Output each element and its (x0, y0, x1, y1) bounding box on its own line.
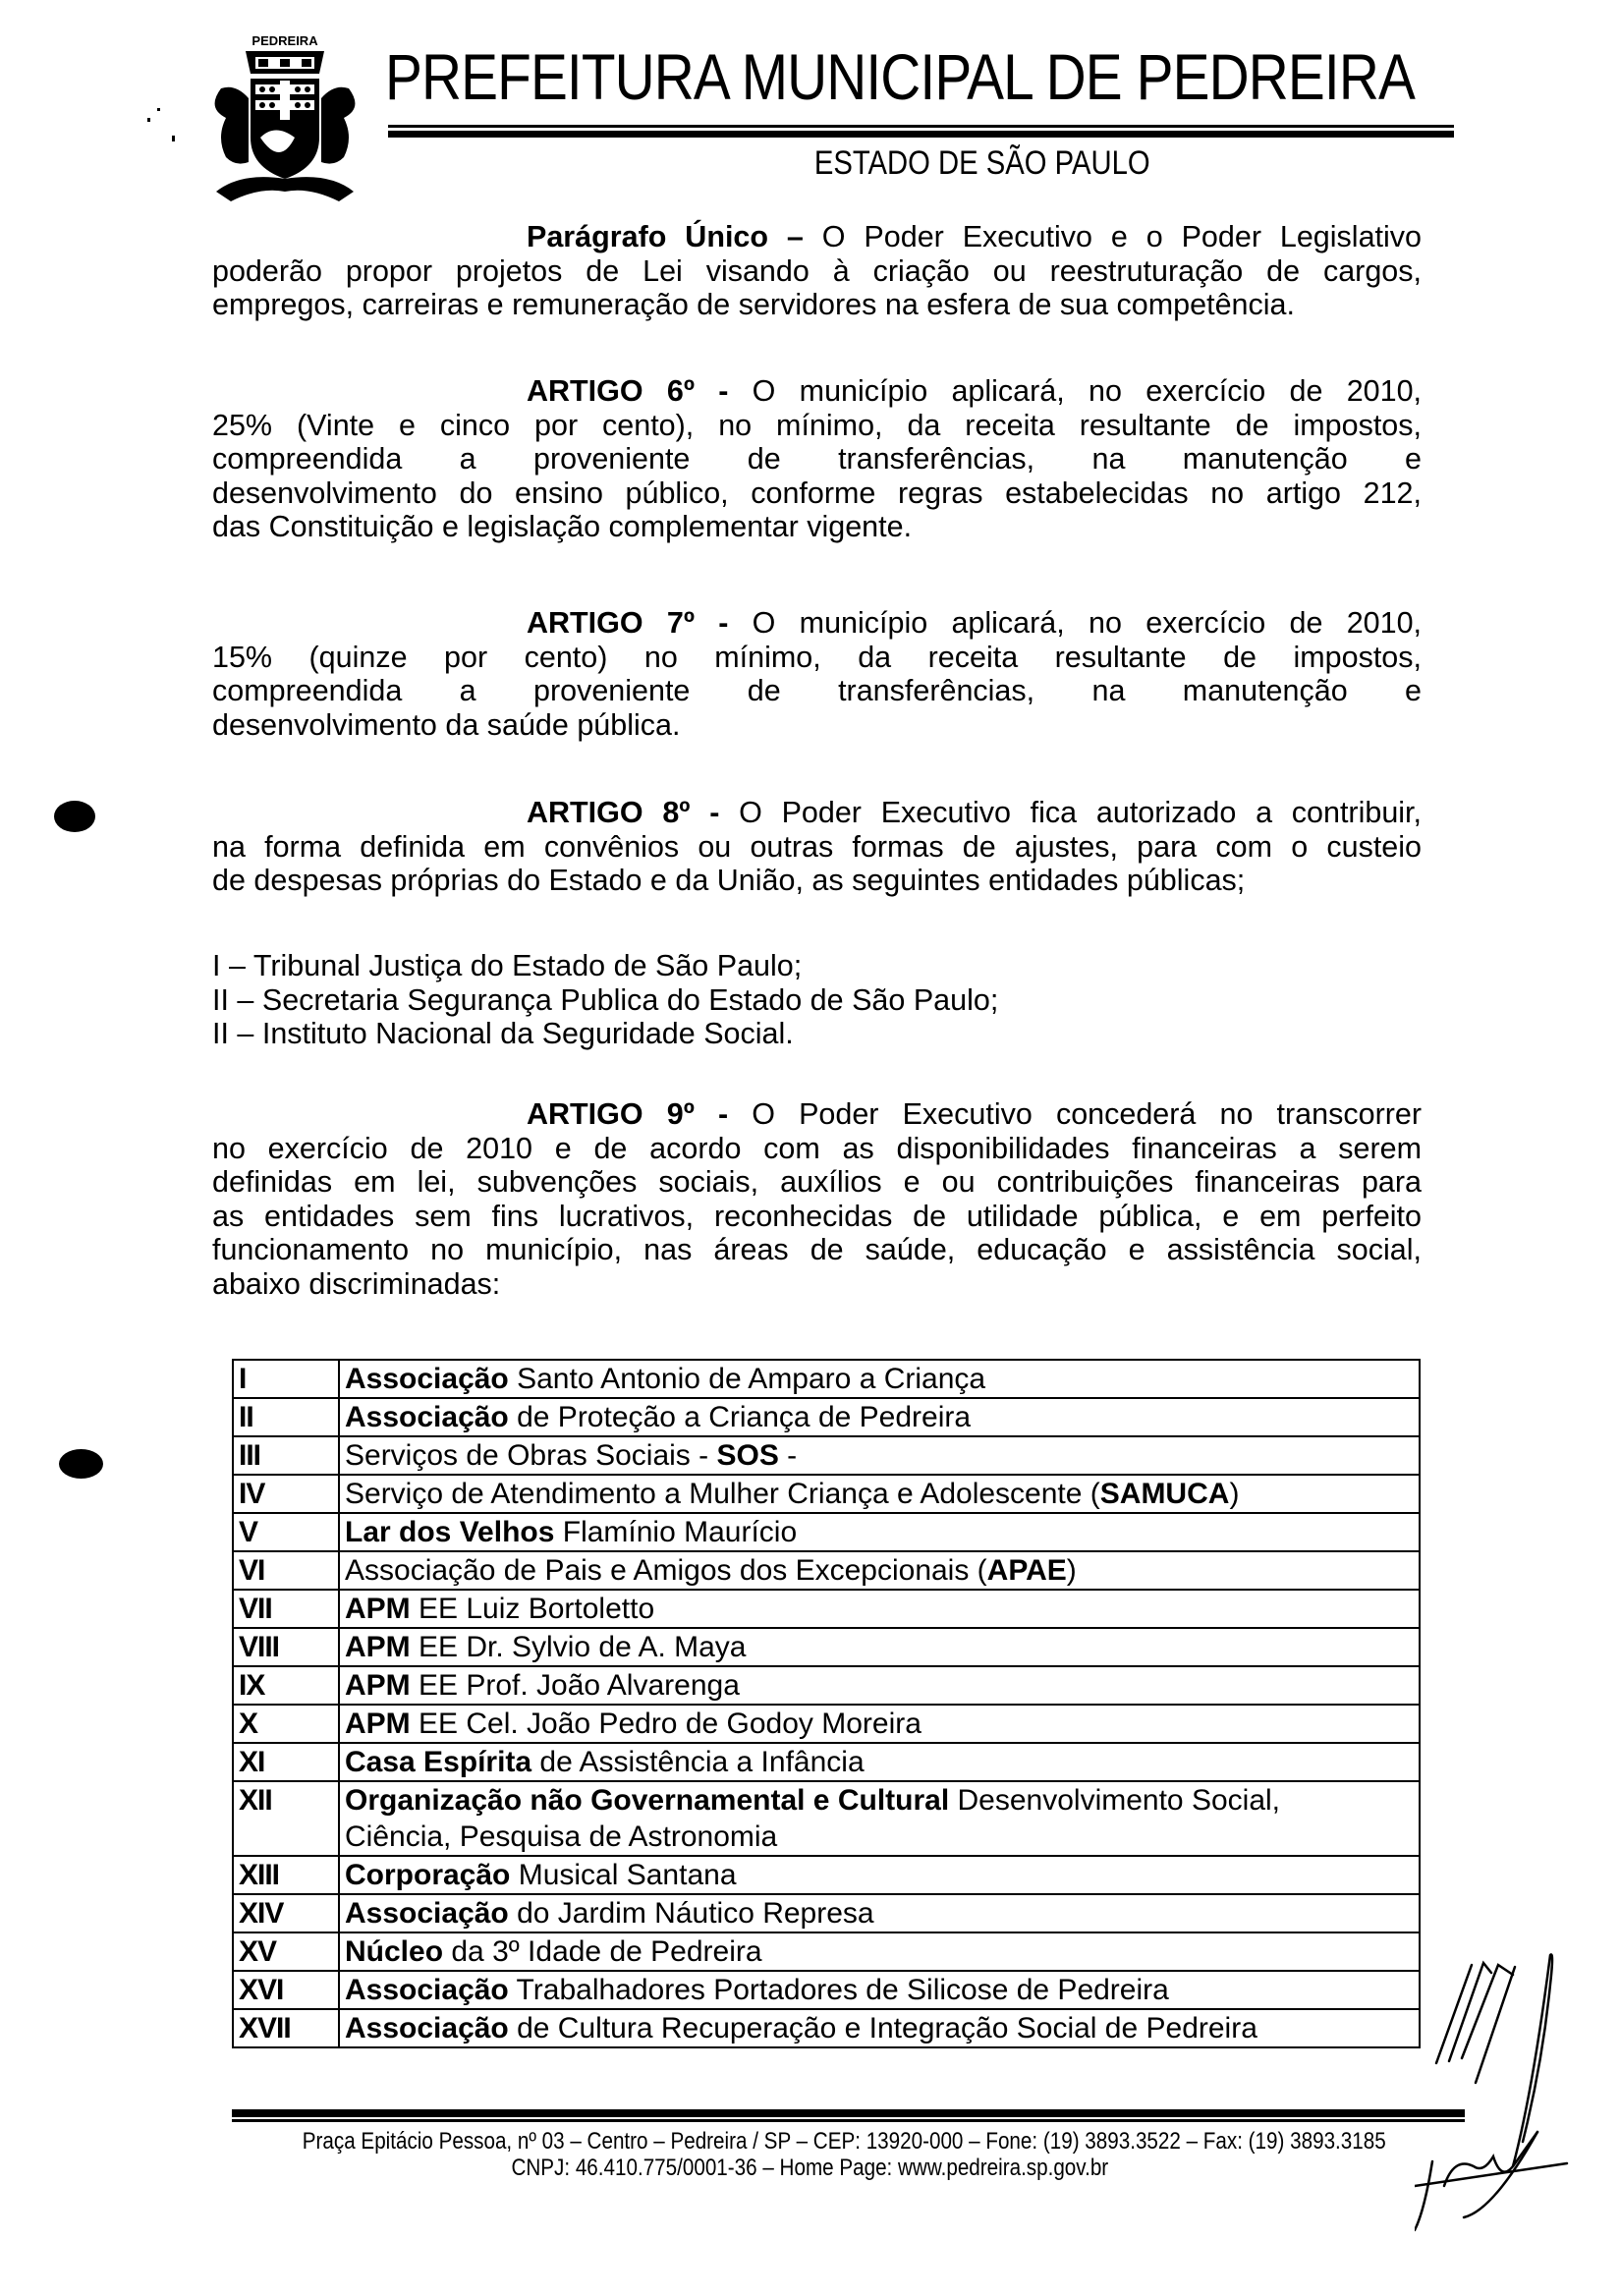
scan-speck (147, 118, 150, 122)
row-number: III (233, 1436, 339, 1475)
table-row (233, 1628, 1420, 1666)
row-number: IV (233, 1475, 339, 1513)
entity-name: Associação de Pais e Amigos dos Excepcionais (APAE) (339, 1551, 1420, 1590)
entity-name: APM EE Prof. João Alvarenga (339, 1666, 1420, 1705)
artigo-6: ARTIGO 6º - O município aplicará, no exercício de 2010, 25% (Vinte e cinco por cento), no mínimo, da receita resultante de impostos, compreendida a proveniente de transferências, na manutenção e desenvolvimento do ensino público, conforme regras estabelecidas no artigo 212, das Constituição e legislação complementar vigente. (212, 374, 1423, 543)
list-item: II – Instituto Nacional da Seguridade Social. (212, 1017, 794, 1050)
entity-name: Núcleo da 3º Idade de Pedreira (339, 1932, 1420, 1971)
row-number: XV (233, 1932, 339, 1971)
punch-hole (54, 801, 95, 832)
list-item: I – Tribunal Justiça do Estado de São Paulo; (212, 949, 803, 982)
table-row (233, 1513, 1420, 1551)
row-number: XVI (233, 1971, 339, 2009)
row-number: X (233, 1705, 339, 1743)
table-row (233, 1398, 1420, 1436)
artigo-9: ARTIGO 9º - O Poder Executivo concederá no transcorrer no exercício de 2010 e de acordo com as disponibilidades financeiras a serem definidas em lei, subvenções sociais, auxílios e ou contribuições financeiras para as entidades sem fins lucrativos, reconhecidas de utilidade pública, e em perfeito funcionamento no município, nas áreas de saúde, educação e assistência social, abaixo discriminadas: (212, 1097, 1422, 1301)
entity-name: Serviço de Atendimento a Mulher Criança e Adolescente (SAMUCA) (339, 1475, 1420, 1513)
entity-name: APM EE Dr. Sylvio de A. Maya (339, 1628, 1420, 1666)
entity-name: Associação Trabalhadores Portadores de Silicose de Pedreira (339, 1971, 1420, 2009)
table-row (233, 1436, 1420, 1475)
page-title: PREFEITURA MUNICIPAL DE PEDREIRA (385, 40, 1415, 113)
state-subtitle: ESTADO DE SÃO PAULO (813, 144, 1150, 182)
entity-name: Casa Espírita de Assistência a Infância (339, 1743, 1420, 1781)
entity-name: APM EE Luiz Bortoletto (339, 1590, 1420, 1628)
row-number: VI (233, 1551, 339, 1590)
row-number: XII (233, 1781, 339, 1856)
header-rule-thick (388, 131, 1454, 138)
table-row (233, 1971, 1420, 2009)
scan-speck (157, 108, 160, 111)
table-row (233, 1590, 1420, 1628)
table-row (233, 1781, 1420, 1856)
table-row (233, 1360, 1420, 1398)
table-row (233, 1705, 1420, 1743)
table-row (233, 1743, 1420, 1781)
scan-speck (172, 136, 175, 141)
paragraph-heading: Parágrafo Único – (527, 220, 804, 253)
row-number: VIII (233, 1628, 339, 1666)
table-row (233, 1932, 1420, 1971)
entity-name: APM EE Cel. João Pedro de Godoy Moreira (339, 1705, 1420, 1743)
entity-name: Corporação Musical Santana (339, 1856, 1420, 1894)
row-number: XIV (233, 1894, 339, 1932)
entity-name: Associação de Proteção a Criança de Pedreira (339, 1398, 1420, 1436)
table-row (233, 1666, 1420, 1705)
paragrafo-unico: Parágrafo Único – O Poder Executivo e o Poder Legislativo poderão propor projetos de Lei visando à criação ou reestruturação de cargos, empregos, carreiras e remuneração de servidores na esfera de sua competência. (212, 220, 1422, 321)
entidades-table (232, 1359, 1421, 2048)
artigo-8: ARTIGO 8º - O Poder Executivo fica autorizado a contribuir, na forma definida em convênios ou outras formas de ajustes, para com o custeio de despesas próprias do Estado e da União, as seguintes entidades públicas; (212, 796, 1423, 897)
row-number: II (233, 1398, 339, 1436)
artigo-7: ARTIGO 7º - O município aplicará, no exercício de 2010, 15% (quinze por cento) no mínimo, da receita resultante de impostos, compreendida a proveniente de transferências, na manutenção e desenvolvimento da saúde pública. (212, 606, 1423, 742)
header-rule-thin (388, 125, 1454, 128)
punch-hole (59, 1449, 103, 1479)
svg-text:PEDREIRA: PEDREIRA (251, 33, 318, 48)
article-heading: ARTIGO 8º - (527, 796, 720, 829)
row-number: IX (233, 1666, 339, 1705)
entity-name: Serviços de Obras Sociais - SOS - (339, 1436, 1420, 1475)
article-heading: ARTIGO 7º - (527, 606, 729, 640)
article-heading: ARTIGO 6º - (527, 374, 729, 408)
subtitle-container (0, 143, 1620, 183)
entity-name: Lar dos Velhos Flamínio Maurício (339, 1513, 1420, 1551)
entity-name: Associação Santo Antonio de Amparo a Criança (339, 1360, 1420, 1398)
row-number: V (233, 1513, 339, 1551)
entidades-publicas-list (212, 949, 1422, 1051)
row-number: XVII (233, 2009, 339, 2047)
row-number: XIII (233, 1856, 339, 1894)
row-number: I (233, 1360, 339, 1398)
table-row (233, 1856, 1420, 1894)
footer-rule-thin (232, 2119, 1465, 2122)
table-row (233, 2009, 1420, 2047)
row-number: VII (233, 1590, 339, 1628)
table-row (233, 1894, 1420, 1932)
footer-address: Praça Epitácio Pessoa, nº 03 – Centro – Pedreira / SP – CEP: 13920-000 – Fone: (19) 3893.3522 – Fax: (19) 3893.3185 (303, 2128, 1386, 2155)
entity-name: Associação de Cultura Recuperação e Integração Social de Pedreira (339, 2009, 1420, 2047)
list-item: II – Secretaria Segurança Publica do Estado de São Paulo; (212, 982, 999, 1017)
row-number: XI (233, 1743, 339, 1781)
handwritten-signature-icon (1415, 1945, 1620, 2296)
article-heading: ARTIGO 9º - (527, 1097, 729, 1131)
footer-cnpj: CNPJ: 46.410.775/0001-36 – Home Page: www.pedreira.sp.gov.br (511, 2155, 1109, 2181)
table-row (233, 1475, 1420, 1513)
table-row (233, 1551, 1420, 1590)
entity-name: Organização não Governamental e Cultural Desenvolvimento Social, Ciência, Pesquisa de Astronomia (339, 1781, 1420, 1856)
entity-name: Associação do Jardim Náutico Represa (339, 1894, 1420, 1932)
footer-rule-thick (232, 2109, 1465, 2117)
